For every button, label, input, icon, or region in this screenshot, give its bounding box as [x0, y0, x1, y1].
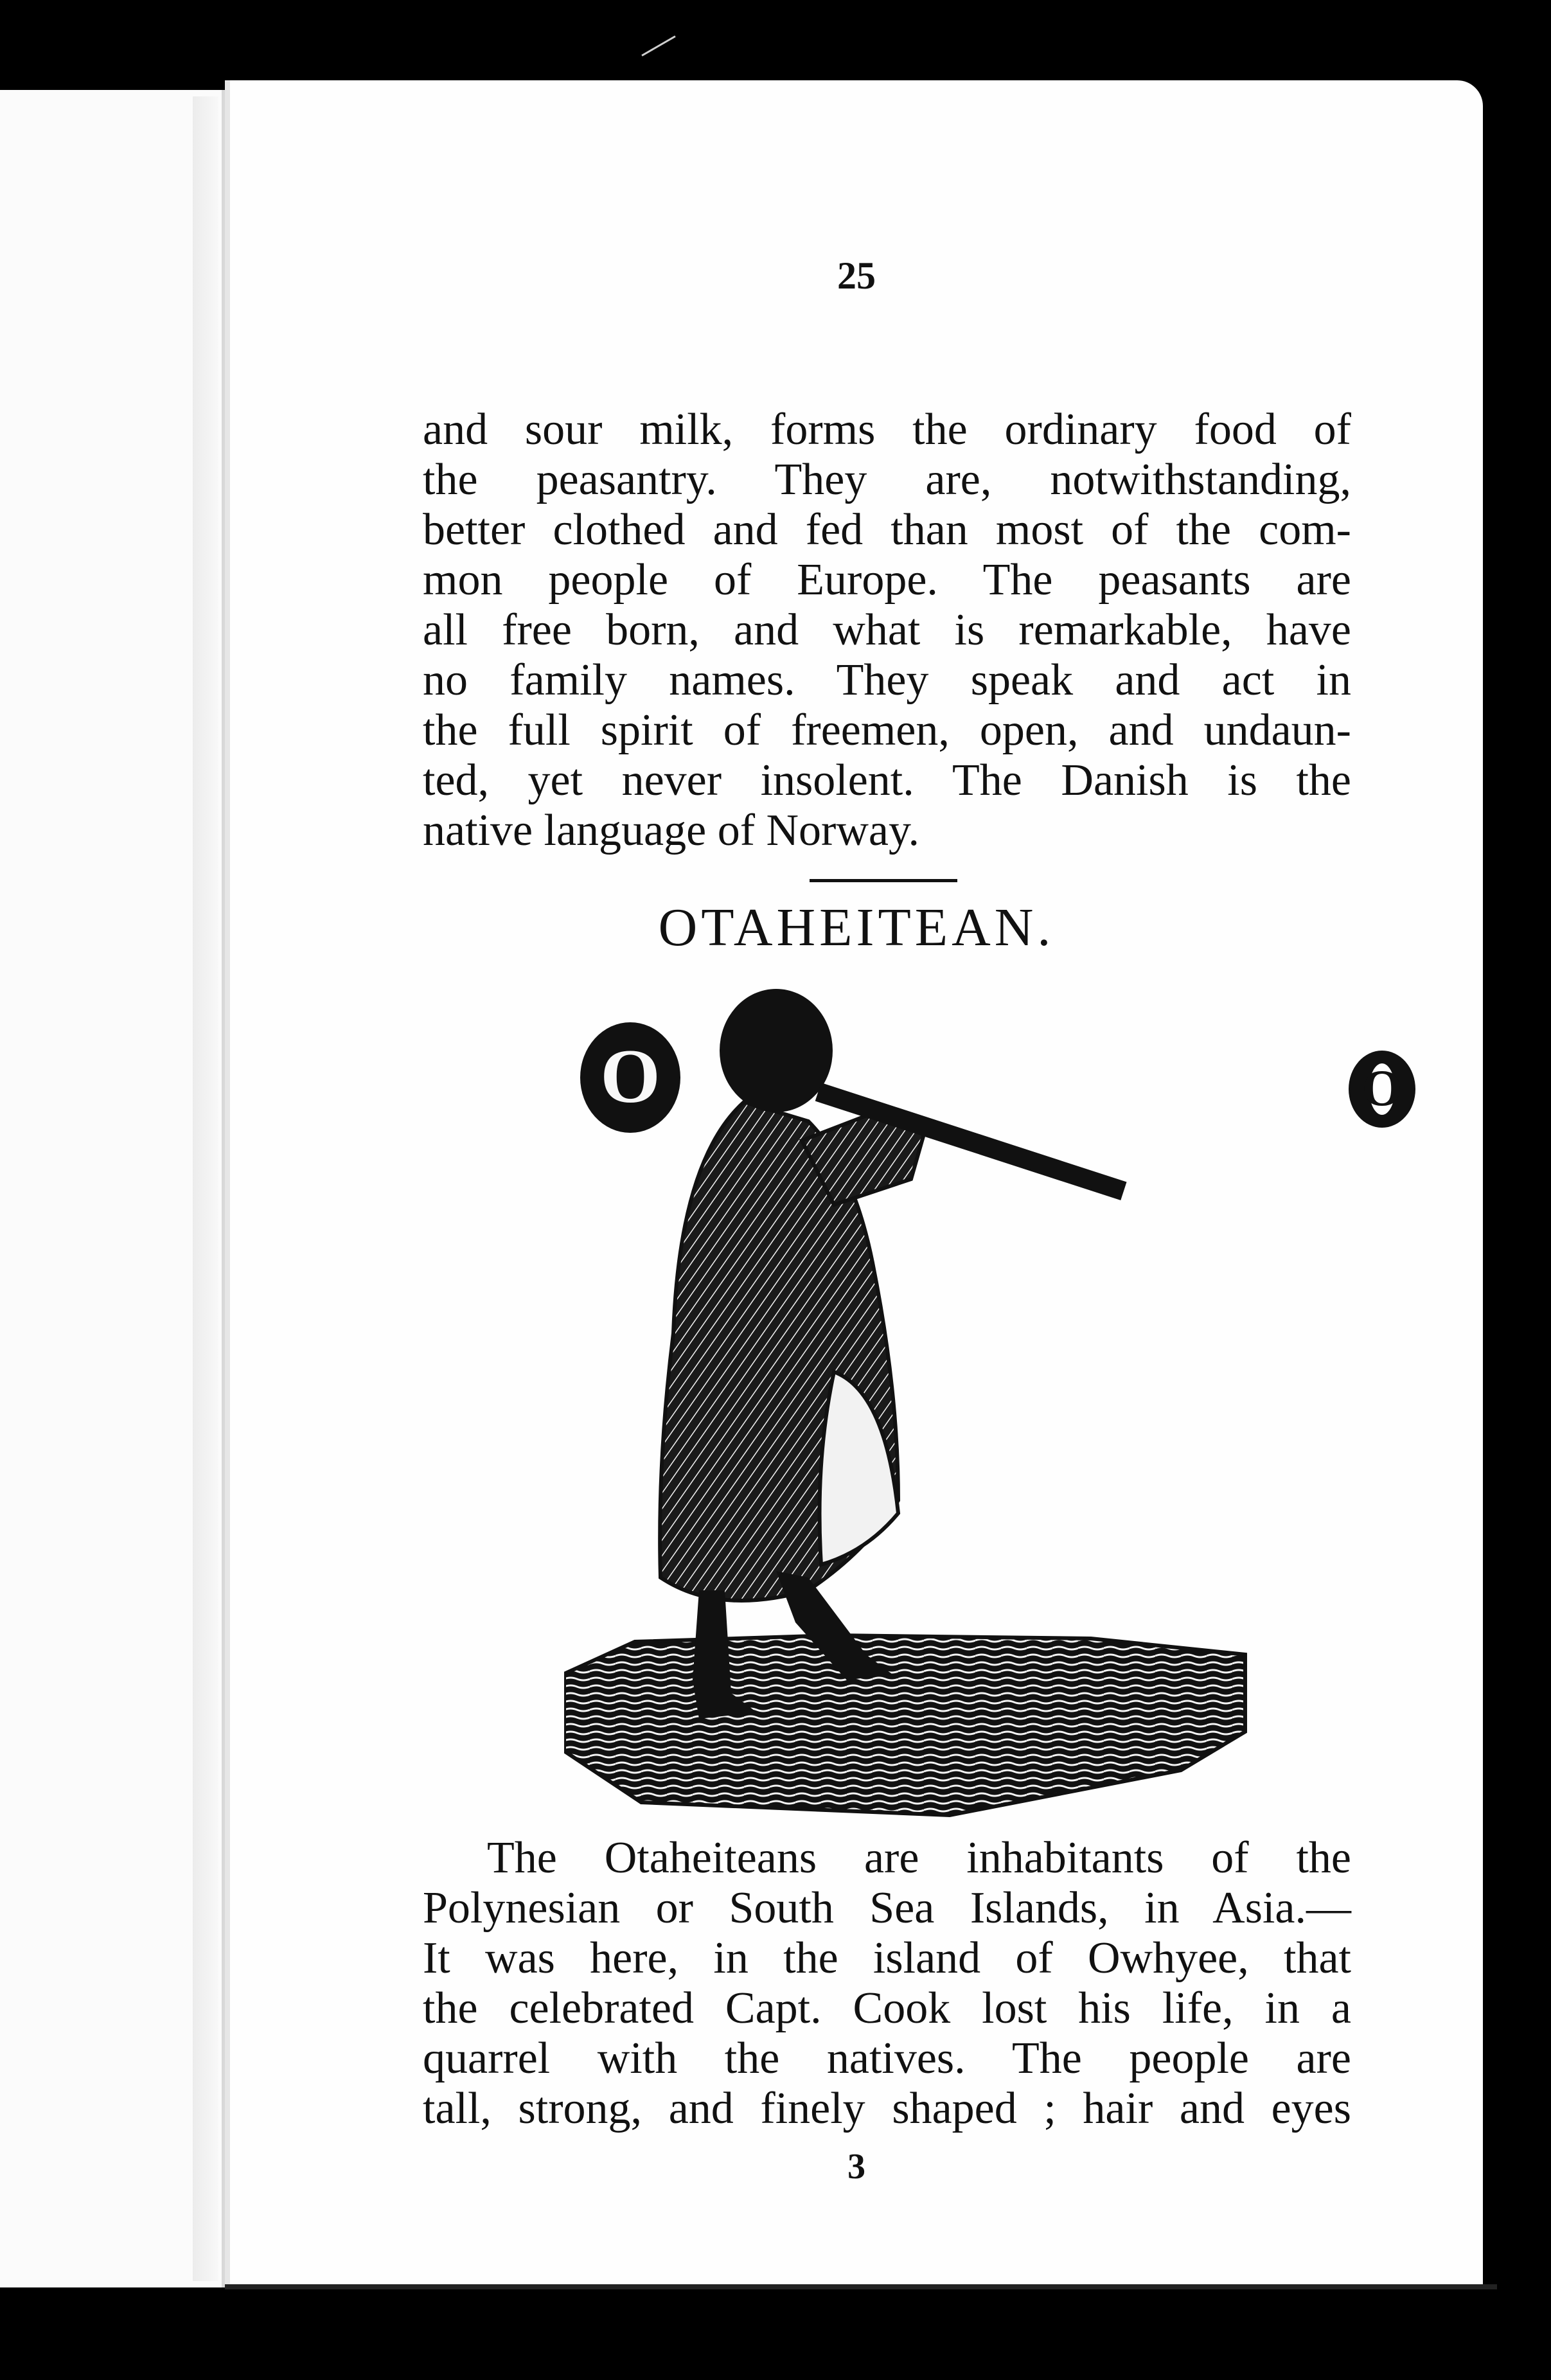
ground-plate [564, 1635, 1245, 1815]
oval-label-right-text: O [1361, 1060, 1403, 1117]
page-number: 25 [837, 254, 876, 297]
section-heading: OTAHEITEAN. [658, 898, 1055, 957]
left-page [0, 90, 226, 2287]
text-line: The Otaheiteans are inhabitants of the [487, 1833, 1351, 1883]
oval-label-right [1349, 1051, 1415, 1128]
oval-label-left [580, 1022, 680, 1133]
text-line: the celebrated Capt. Cook lost his life, in a [423, 1984, 1351, 2033]
section-divider [810, 879, 957, 882]
text-line: and sour milk, forms the ordinary food of [423, 405, 1351, 454]
woodcut-illustration [564, 973, 1464, 1828]
figure-head [720, 989, 833, 1112]
text-line: native language of Norway. [423, 806, 919, 855]
lower-paragraph [423, 1833, 1351, 2134]
text-line: quarrel with the natives. The people are [423, 2034, 1351, 2083]
text-line: better clothed and fed than most of the com- [423, 505, 1351, 555]
text-line: mon people of Europe. The peasants are [423, 555, 1351, 605]
text-line: no family names. They speak and act in [423, 655, 1351, 705]
text-line: tall, strong, and finely shaped ; hair and eyes [423, 2084, 1351, 2133]
text-line: Polynesian or South Sea Islands, in Asia.— [423, 1883, 1351, 1933]
left-page-edge [193, 96, 218, 2281]
scan-artifact-mark [641, 35, 675, 57]
signature-mark: 3 [847, 2147, 865, 2187]
right-page [225, 80, 1483, 2284]
text-line: It was here, in the island of Owhyee, that [423, 1933, 1351, 1983]
page-bottom-edge [225, 2284, 1497, 2289]
upper-paragraph [423, 405, 1351, 856]
text-line: the full spirit of freemen, open, and undaun- [423, 706, 1351, 755]
text-line: all free born, and what is remarkable, have [423, 605, 1351, 655]
text-line: ted, yet never insolent. The Danish is the [423, 756, 1351, 805]
text-line: the peasantry. They are, notwithstanding, [423, 455, 1351, 504]
oval-label-left-text: O [600, 1033, 660, 1119]
